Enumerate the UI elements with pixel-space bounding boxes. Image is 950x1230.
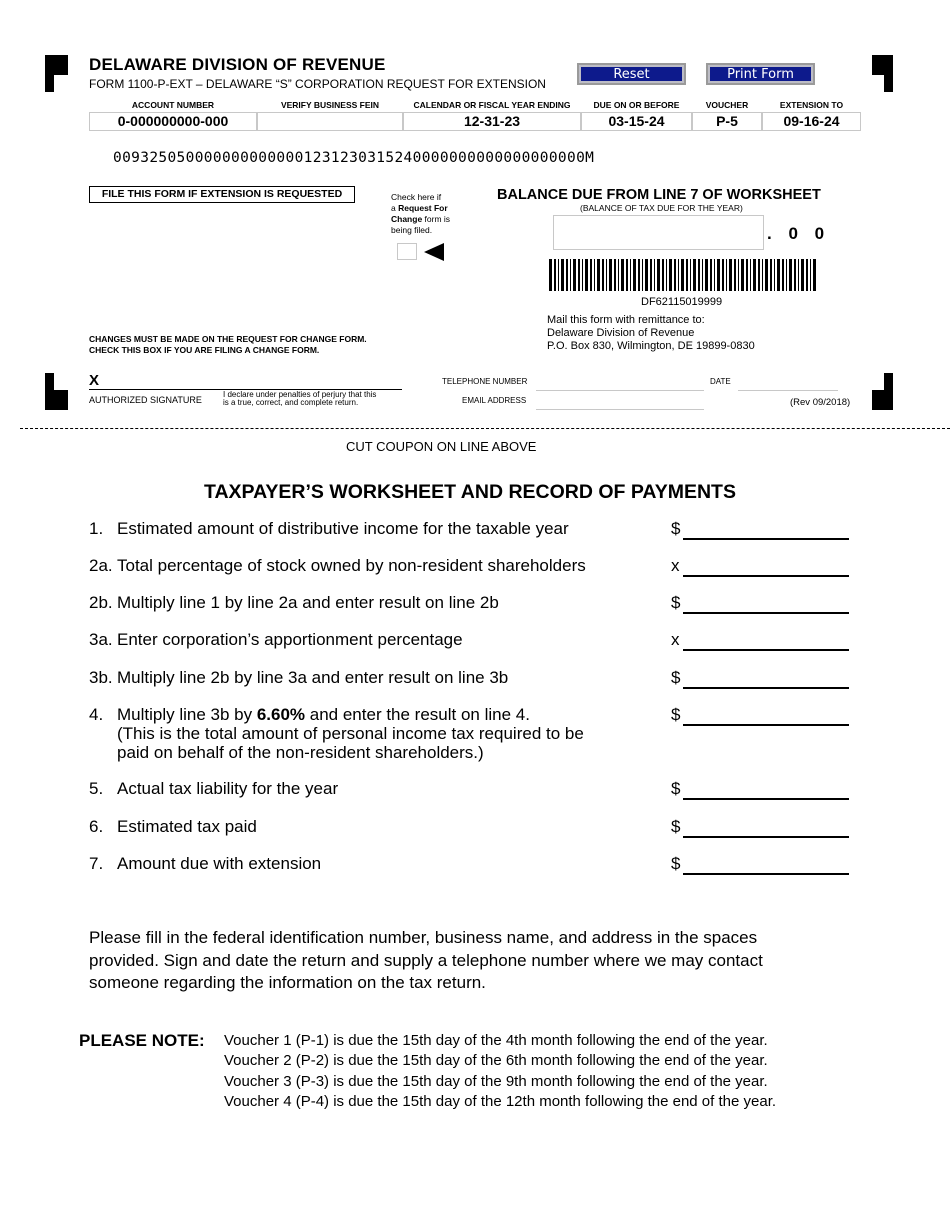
barcode-number: DF62115019999 (641, 296, 723, 308)
barcode-bar (726, 259, 727, 291)
barcode-bar (614, 259, 616, 291)
coupon-fields (89, 99, 861, 131)
barcode-bar (794, 259, 796, 291)
field-label: DUE ON OR BEFORE (593, 100, 680, 110)
barcode-bar (678, 259, 679, 291)
cut-instruction: CUT COUPON ON LINE ABOVE (346, 439, 537, 454)
barcode-bar (762, 259, 763, 291)
barcode-bar (765, 259, 768, 291)
barcode-bar (722, 259, 724, 291)
line-text-part: paid on behalf of the non-resident shareholders.) (117, 743, 484, 762)
line-text (117, 705, 584, 762)
line-7-input[interactable] (683, 873, 849, 875)
field-value: P-5 (692, 112, 762, 131)
barcode-bar (705, 259, 708, 291)
barcode-bar (621, 259, 624, 291)
barcode-bar (798, 259, 799, 291)
balance-subtitle: (BALANCE OF TAX DUE FOR THE YEAR) (580, 203, 743, 213)
line-5-input[interactable] (683, 798, 849, 800)
barcode-bar (669, 259, 672, 291)
fiscal-year-field (403, 99, 581, 131)
line-text: Multiply line 2b by line 3a and enter result on line 3b (117, 668, 509, 687)
email-label: EMAIL ADDRESS (462, 396, 527, 405)
barcode-bar (618, 259, 619, 291)
corner-mark-bottom-right (872, 390, 893, 410)
date-input[interactable] (738, 390, 838, 391)
barcode-bar (774, 259, 775, 291)
barcode-bar (582, 259, 583, 291)
barcode-bar (602, 259, 604, 291)
line-1-input[interactable] (683, 538, 849, 540)
barcode-bar (738, 259, 739, 291)
barcode-bar (662, 259, 664, 291)
line-text: Enter corporation’s apportionment percentage (117, 630, 463, 649)
line-symbol: $ (671, 668, 681, 687)
barcode (549, 259, 819, 291)
barcode-bar (561, 259, 564, 291)
line-text: Amount due with extension (117, 854, 322, 873)
line-number: 5. (89, 779, 104, 798)
line-number: 2a. (89, 556, 113, 575)
balance-title: BALANCE DUE FROM LINE 7 OF WORKSHEET (497, 187, 821, 203)
extension-to-field (762, 99, 861, 131)
line-symbol: $ (671, 817, 681, 836)
line-text: Total percentage of stock owned by non-resident shareholders (117, 556, 586, 575)
barcode-bar (633, 259, 636, 291)
worksheet-title: TAXPAYER’S WORKSHEET AND RECORD OF PAYMENTS (204, 481, 736, 503)
barcode-bar (806, 259, 808, 291)
corner-mark-top-left (45, 55, 68, 75)
balance-cents: . 0 0 (767, 224, 831, 243)
barcode-bar (681, 259, 684, 291)
check-text-line (391, 203, 450, 214)
instructions-line: Please fill in the federal identification number, business name, and address in the spaces (89, 928, 758, 947)
revision-date: (Rev 09/2018) (790, 397, 851, 408)
barcode-bar (645, 259, 648, 291)
check-text-line: being filed. (391, 225, 433, 235)
field-value: 09-16-24 (762, 112, 861, 131)
perjury-line: is a true, correct, and complete return. (223, 398, 359, 407)
barcode-bar (642, 259, 643, 291)
signature-label: AUTHORIZED SIGNATURE (89, 395, 202, 405)
barcode-bar (693, 259, 696, 291)
fein-input[interactable] (257, 112, 403, 131)
check-text-line: Check here if (391, 192, 442, 202)
line-symbol: $ (671, 705, 681, 724)
barcode-bar (674, 259, 676, 291)
line-text: Estimated amount of distributive income for the taxable year (117, 519, 569, 538)
line-number: 2b. (89, 593, 113, 612)
file-notice: FILE THIS FORM IF EXTENSION IS REQUESTED (89, 186, 355, 203)
barcode-bar (753, 259, 756, 291)
perjury-line: I declare under penalties of perjury that this (223, 390, 377, 399)
field-label: ACCOUNT NUMBER (131, 100, 215, 110)
check-text: form is (422, 214, 451, 224)
barcode-bar (777, 259, 780, 291)
cut-line (20, 428, 950, 429)
line-symbol: $ (671, 519, 681, 538)
telephone-input[interactable] (536, 390, 704, 391)
barcode-bar (698, 259, 700, 291)
mailing-address (547, 314, 755, 353)
field-label: VERIFY BUSINESS FEIN (280, 100, 380, 110)
barcode-bar (666, 259, 667, 291)
line-4-input[interactable] (683, 724, 849, 726)
changes-notice (89, 334, 367, 356)
barcode-bar (729, 259, 732, 291)
line-number: 7. (89, 854, 104, 873)
barcode-bar (650, 259, 652, 291)
due-date-field (581, 99, 692, 131)
verify-fein-field[interactable] (257, 99, 403, 131)
line-symbol: $ (671, 854, 681, 873)
check-text-bold: Request For (398, 203, 448, 213)
line-symbol: x (671, 630, 680, 649)
ocr-scanline: 0093250500000000000001231230315240000000000000000000M (113, 150, 595, 166)
line-symbol: x (671, 556, 680, 575)
telephone-label: TELEPHONE NUMBER (442, 377, 528, 386)
barcode-bar (597, 259, 600, 291)
barcode-bar (594, 259, 595, 291)
mail-line: Mail this form with remittance to: (547, 314, 705, 326)
field-value: 03-15-24 (581, 112, 692, 131)
barcode-bar (770, 259, 772, 291)
field-label: VOUCHER (705, 100, 749, 110)
date-label: DATE (710, 377, 731, 386)
barcode-bar (750, 259, 751, 291)
mail-line: Delaware Division of Revenue (547, 327, 695, 339)
note-line: Voucher 1 (P-1) is due the 15th day of the 4th month following the end of the year. (224, 1032, 768, 1049)
field-value: 0-000000000-000 (89, 112, 257, 131)
line-3a-input[interactable] (683, 649, 849, 651)
barcode-bar (717, 259, 720, 291)
line-number: 3b. (89, 668, 113, 687)
barcode-bar (710, 259, 712, 291)
field-label: EXTENSION TO (779, 100, 844, 110)
barcode-bar (686, 259, 688, 291)
barcode-bar (585, 259, 588, 291)
instructions-line: provided. Sign and date the return and supply a telephone number where we may contact (89, 950, 763, 970)
barcode-bar (570, 259, 571, 291)
line-number: 6. (89, 817, 104, 836)
note-line: Voucher 2 (P-2) is due the 15th day of the 6th month following the end of the year. (224, 1052, 768, 1069)
barcode-bar (630, 259, 631, 291)
reset-button[interactable] (577, 63, 686, 85)
line-2a-input[interactable] (683, 575, 849, 577)
corner-mark-top-right (872, 55, 893, 75)
account-number-field (89, 99, 257, 131)
line-text: Estimated tax paid (117, 817, 257, 836)
changes-line: CHECK THIS BOX IF YOU ARE FILING A CHANGE FORM. (89, 345, 320, 355)
barcode-bar (558, 259, 559, 291)
check-text-line (391, 214, 450, 225)
note-heading: PLEASE NOTE: (79, 1031, 205, 1050)
print-form-button[interactable] (706, 63, 815, 85)
barcode-bar (638, 259, 640, 291)
change-request-note (391, 192, 450, 236)
barcode-bar (578, 259, 580, 291)
signature-mark: X (89, 372, 100, 389)
barcode-bar (566, 259, 568, 291)
barcode-bar (554, 259, 556, 291)
field-label: CALENDAR OR FISCAL YEAR ENDING (413, 100, 571, 110)
barcode-bar (690, 259, 691, 291)
barcode-bar (657, 259, 660, 291)
barcode-bar (782, 259, 784, 291)
barcode-bar (734, 259, 736, 291)
line-6-input[interactable] (683, 836, 849, 838)
line-number: 4. (89, 705, 104, 724)
barcode-bar (758, 259, 760, 291)
barcode-bar (813, 259, 816, 291)
barcode-bar (786, 259, 787, 291)
check-text: a (391, 203, 399, 213)
perjury-statement (223, 391, 376, 407)
barcode-bar (746, 259, 748, 291)
line-3b-input[interactable] (683, 687, 849, 689)
barcode-bar (654, 259, 655, 291)
line-text-part: and enter the result on line 4. (305, 705, 530, 724)
email-input[interactable] (536, 409, 704, 410)
barcode-bar (549, 259, 552, 291)
line-text: Multiply line 1 by line 2a and enter result on line 2b (117, 593, 499, 612)
arrow-left-icon (424, 243, 444, 261)
line-text-part: Multiply line 3b by (117, 705, 257, 724)
barcode-bar (626, 259, 628, 291)
note-line: Voucher 4 (P-4) is due the 15th day of the 12th month following the end of the year. (224, 1093, 777, 1110)
barcode-bar (590, 259, 592, 291)
corner-mark-bottom-left (45, 390, 68, 410)
signature-input[interactable] (105, 372, 401, 389)
line-text: Actual tax liability for the year (117, 779, 339, 798)
barcode-bar (789, 259, 792, 291)
agency-title: DELAWARE DIVISION OF REVENUE (89, 55, 386, 74)
note-line: Voucher 3 (P-3) is due the 15th day of the 9th month following the end of the year. (224, 1073, 768, 1090)
instructions-line: someone regarding the information on the tax return. (89, 973, 486, 992)
balance-due-input[interactable] (553, 215, 764, 250)
barcode-bar (810, 259, 811, 291)
instructions-paragraph (89, 927, 849, 995)
mail-line: P.O. Box 830, Wilmington, DE 19899-0830 (547, 340, 755, 352)
form-name: FORM 1100-P-EXT – DELAWARE “S” CORPORATION REQUEST FOR EXTENSION (89, 77, 546, 91)
line-2b-input[interactable] (683, 612, 849, 614)
change-form-checkbox[interactable] (397, 243, 417, 260)
tax-rate: 6.60% (256, 705, 306, 724)
barcode-bar (741, 259, 744, 291)
line-number: 3a. (89, 630, 113, 649)
barcode-bar (609, 259, 612, 291)
field-value: 12-31-23 (403, 112, 581, 131)
reset-button-label: Reset (581, 67, 682, 81)
check-text-bold: Change (391, 214, 423, 224)
barcode-bar (714, 259, 715, 291)
barcode-bar (801, 259, 804, 291)
line-symbol: $ (671, 779, 681, 798)
changes-line: CHANGES MUST BE MADE ON THE REQUEST FOR CHANGE FORM. (89, 334, 367, 344)
barcode-bar (702, 259, 703, 291)
line-text-part: (This is the total amount of personal income tax required to be (117, 724, 584, 743)
barcode-bar (573, 259, 576, 291)
line-number: 1. (89, 519, 104, 538)
voucher-field (692, 99, 762, 131)
barcode-bar (606, 259, 607, 291)
print-form-button-label: Print Form (710, 67, 811, 81)
line-symbol: $ (671, 593, 681, 612)
